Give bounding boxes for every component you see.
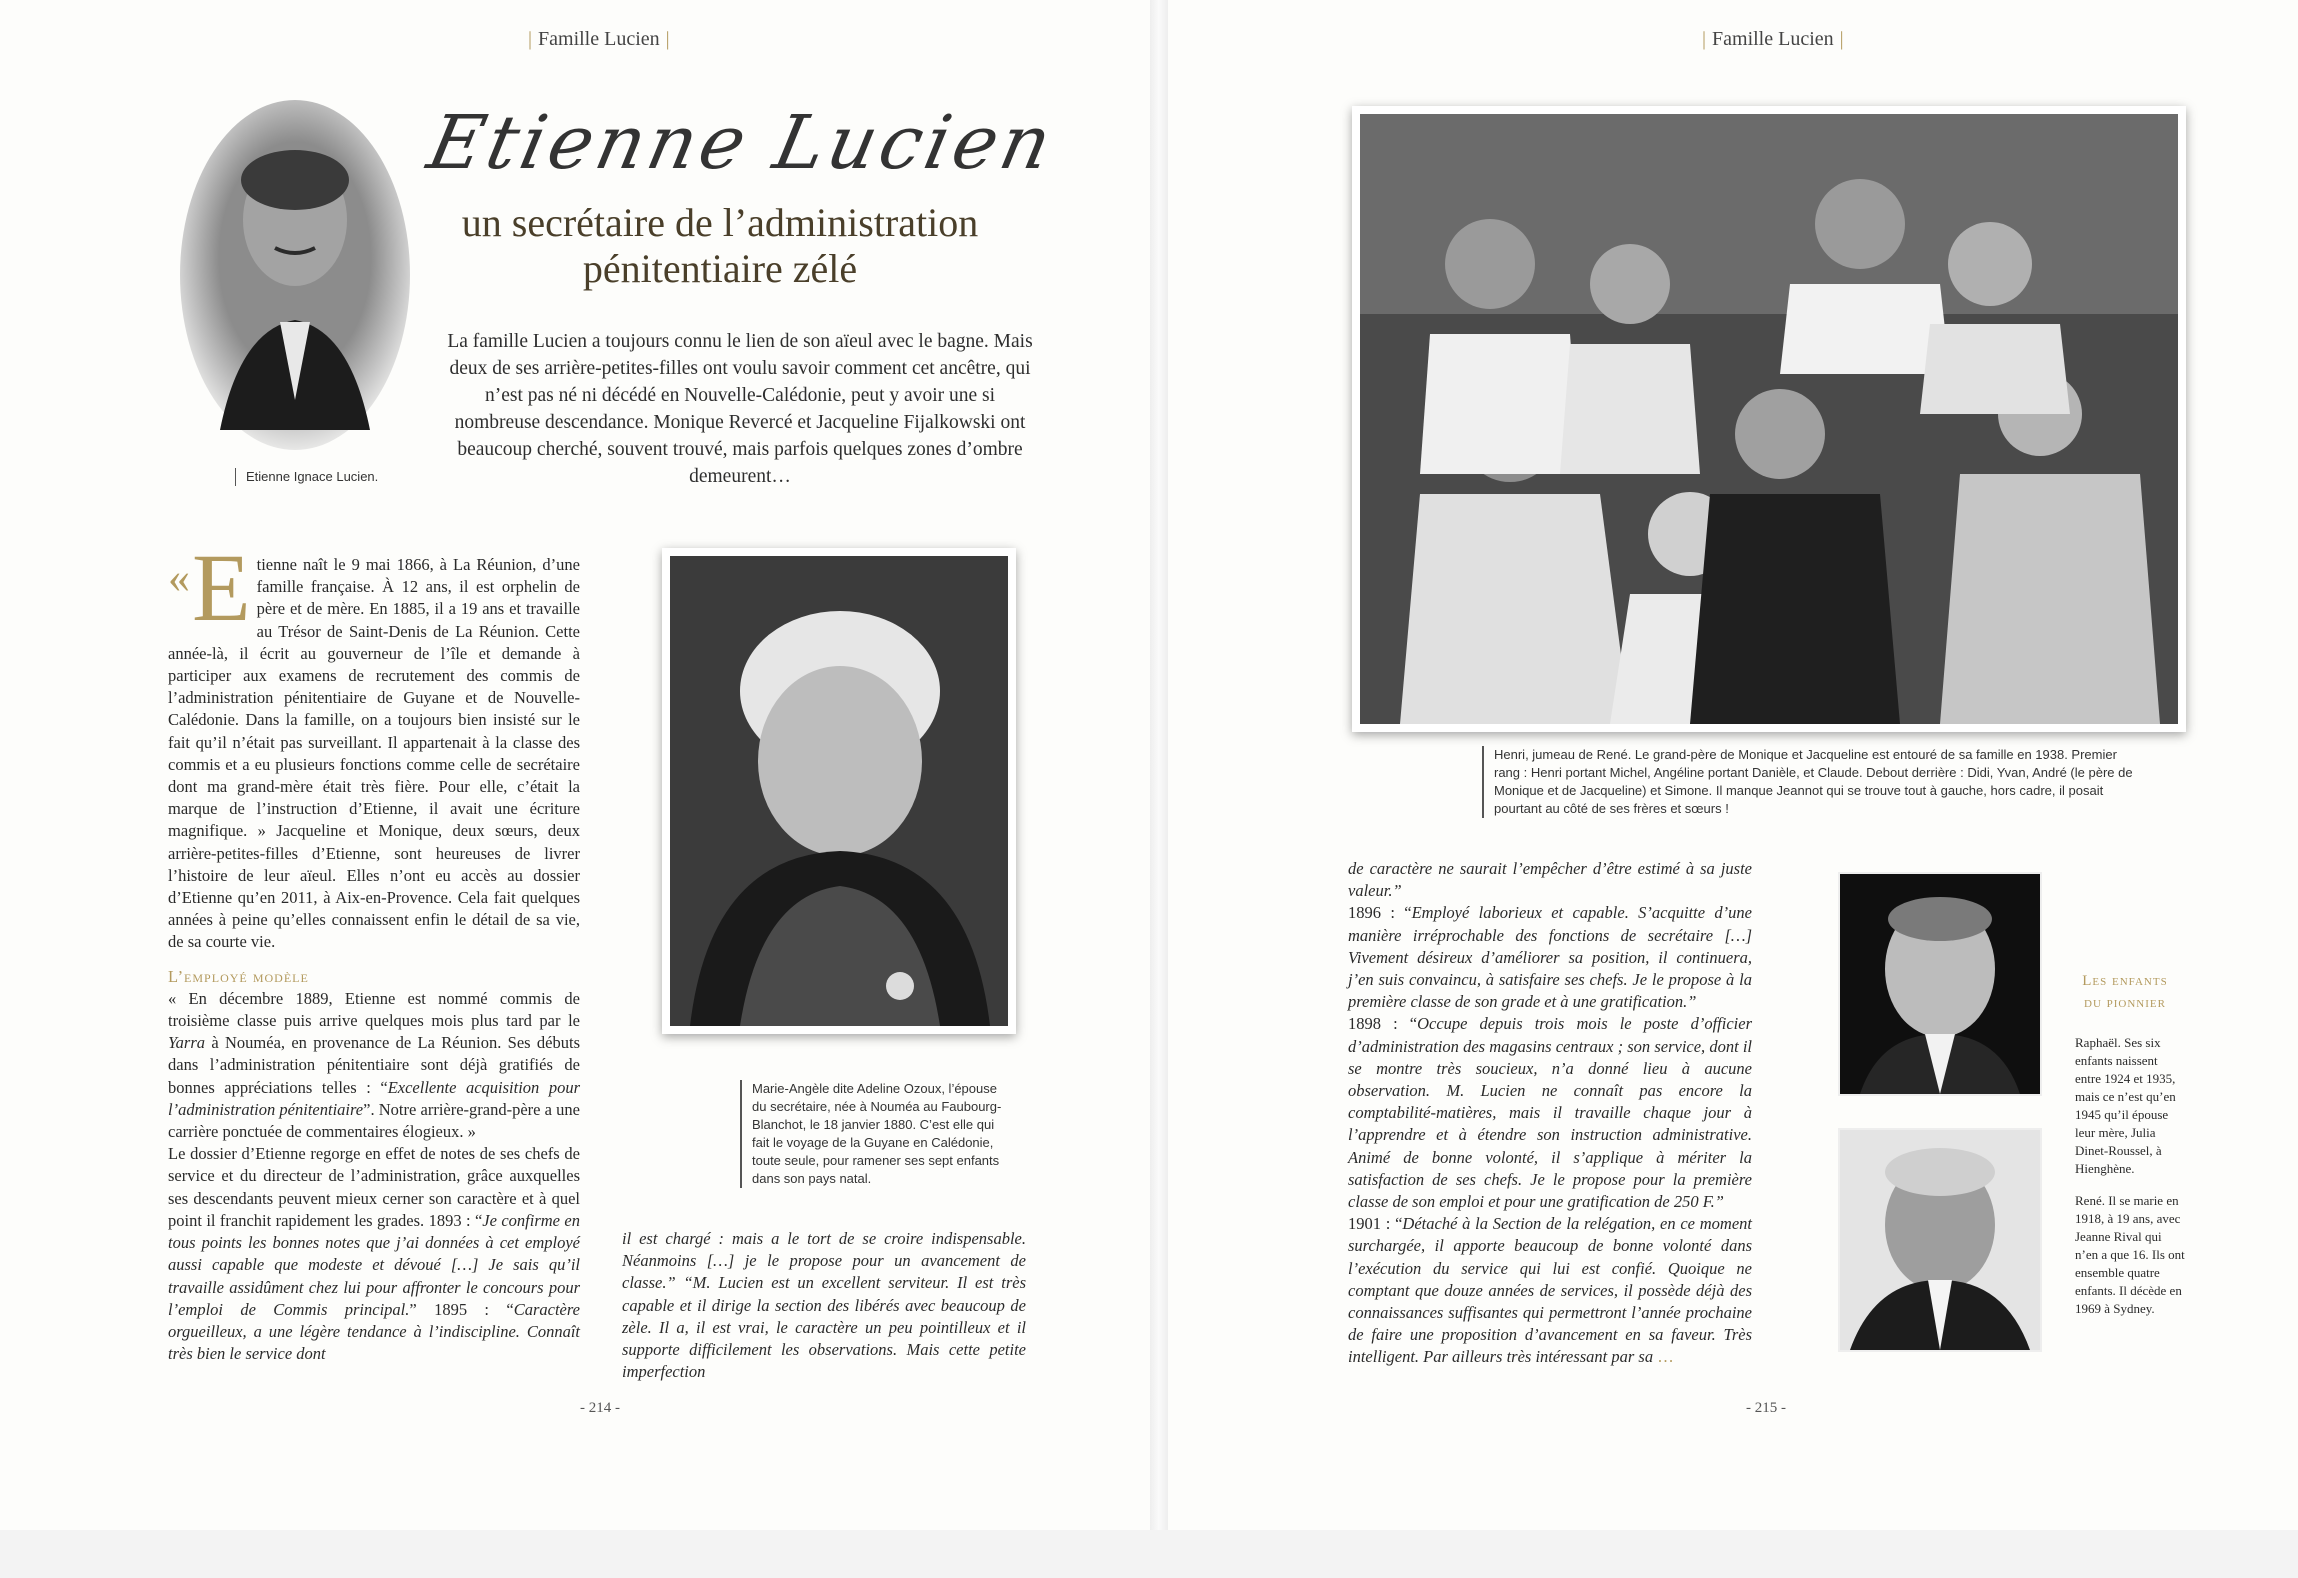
title-line-1: un secrétaire de l’administration bbox=[461, 200, 979, 245]
raphael-photo bbox=[1838, 872, 2042, 1096]
column-3: de caractère ne saurait l’empêcher d’être estimé à sa juste valeur.” 1896 : “Employé laborieux et capable. S’acquitte d’une manière irréprochable des fonctions de secrétaire […] Vivement désireux d’améliorer sa position, il continuera, j’en suis convaincu, à satisfaire ses chefs. Je le propose à la première classe de son grade et à une gratification.” 1898 : “Occupe depuis trois mois le poste d’officier d’administration des magasins centraux ; son service, dont il se montre très soucieux, n’a donné lieu à aucune observation. M. Lucien ne connaît pas encore la comptabilité-matières, mais il travaille chaque jour à l’apprendre et à étendre son instruction administrative. Animé de bonne volonté, il s’applique à mériter la satisfaction de ses chefs. Je le propose pour la première classe de son emploi et pour une gratification de 250 F.” 1901 : “Détaché à la Section de la relégation, en ce moment surchargée, il apporte beaucoup de bonne volonté dans l’exécution du service qui lui est confié. Quoique ne comptant que douze années de services, il possède déjà des connaissances suffisantes qui permettront l’année prochaine de faire une proposition d’avancement en sa faveur. Très intelligent. Par ailleurs très intéressant par sa … bbox=[1348, 859, 1752, 1367]
wife-caption: Marie-Angèle dite Adeline Ozoux, l’épouse du secrétaire, née à Nouméa au Faubourg-Blanchot, le 18 janvier 1880. C’est elle qui fait le voyage de la Guyane en Calédonie, toute seule, pour ramener ses sept enfants dans son pays natal. bbox=[740, 1080, 1007, 1188]
sidebar-raphael-text: Raphaël. Ses six enfants naissent entre 1924 et 1935, mais ce n’est qu’en 1945 qu’il épouse leur mère, Julia Dinet-Roussel, à Hienghène. bbox=[2075, 1035, 2176, 1176]
title-line-2: pénitentiaire zélé bbox=[582, 246, 858, 291]
opening-paragraph: « E tienne naît le 9 mai 1866, à La Réunion, d’une famille française. À 12 ans, il est orphelin de père et de mère. En 1885, il a 19 ans et travaille au Trésor de Saint-Denis de La Réunion. Cette année-là, il écrit au gouverneur de l’île et demande à participer aux examens de recrutement des commis de l’administration pénitentiaire de Guyane et de Nouvelle-Calédonie. Dans la famille, on a toujours bien insisté sur le fait qu’il n’était pas surveillant. Il appartenait à la classe des commis et a eu plusieurs fonctions comme celle de secrétaire dont ma grand-mère était très fière. Pour elle, c’était la marque de l’instruction d’Etienne, il avait une écriture magnifique. » Jacqueline et Monique, deux sœurs, deux arrière-petites-filles d’Etienne, sont heureuses de livrer l’histoire de leur aïeul. Elles n’ont eu accès au dossier d’Etienne qu’en 2011, à Aix-en-Provence. Cela fait quelques années à peine qu’elles connaissent enfin le détail de sa vie, de sa courte vie. bbox=[168, 534, 580, 952]
section-heading: L’employé modèle bbox=[168, 966, 309, 986]
column-2: il est chargé : mais a le tort de se croire indispensable. Néanmoins […] je le propose pour un avancement de classe.” “M. Lucien est un excellent serviteur. Il est très capable et il dirige la section des libérés avec beaucoup de zèle. Il a, il est vrai, le caractère un peu pointilleux et il supporte difficilement les observations. Mais cette petite imperfection bbox=[622, 1229, 1026, 1382]
family-caption: Henri, jumeau de René. Le grand-père de Monique et Jacqueline est entouré de sa famille en 1938. Premier rang : Henri portant Michel, Angéline portant Danièle, et Claude. Debout derrière : Didi, Yvan, André (le père de Monique et de Jacqueline) et Simone. Il manque Jeannot qui se trouve tout à gauche, hors cadre, il posait pourtant au côté de ses frères et sœurs ! bbox=[1482, 746, 2134, 818]
page-title bbox=[420, 200, 1020, 292]
wife-photo bbox=[662, 548, 1016, 1034]
running-head-right: | Famille Lucien | bbox=[1702, 28, 1844, 50]
portrait-caption: Etienne Ignace Lucien. bbox=[235, 468, 378, 486]
sidebar-heading: Les enfants du pionnier bbox=[2082, 973, 2168, 1011]
paragraph-2: « En décembre 1889, Etienne est nommé commis de troisième classe puis arrive quelques mois plus tard par le Yarra à Nouméa, en provenance de La Réunion. Ses débuts dans l’administration pénitentiaire sont déjà gratifiés de bonnes appréciations telles : “Excellente acquisition pour l’administration pénitentiaire”. Notre arrière-grand-père a une carrière ponctuée de commentaires élogieux. » bbox=[168, 988, 581, 1142]
rene-photo bbox=[1838, 1128, 2042, 1352]
portrait-photo bbox=[180, 100, 410, 450]
column-1 bbox=[168, 534, 581, 1365]
scan-margin bbox=[0, 1530, 2298, 1578]
running-head-left: | Famille Lucien | bbox=[528, 28, 670, 50]
family-photo bbox=[1352, 106, 2186, 732]
intro-paragraph: La famille Lucien a toujours connu le lien de son aïeul avec le bagne. Mais deux de ses arrière-petites-filles ont voulu savoir comment cet ancêtre, qui n’est pas né ni décédé en Nouvelle-Calédonie, peut y avoir une si nombreuse descendance. Monique Revercé et Jacqueline Fijalkowski ont beaucoup cherché, souvent trouvé, mais parfois quelques zones d’ombre demeurent… bbox=[447, 331, 1033, 487]
dropcap: « E bbox=[168, 534, 251, 641]
page-number-left: - 214 - bbox=[580, 1400, 620, 1416]
page-number-right: - 215 - bbox=[1746, 1400, 1786, 1416]
script-name-title: Etienne Lucien bbox=[420, 100, 1063, 186]
page-gutter bbox=[1150, 0, 1168, 1578]
paragraph-3: Le dossier d’Etienne regorge en effet de notes de ses chefs de service et du directeur de l’administration, grâce auxquelles ses descendants peuvent mieux cerner son caractère et à quel point il franchit rapidement les grades. 1893 : “Je confirme en tous points les bonnes notes que j’ai données à cet employé aussi capable que modeste et dévoué […] Je sais qu’il travaille assidûment chez lui pour affronter le concours pour l’emploi de Commis principal.” 1895 : “Caractère orgueilleux, a une légère tendance à l’indiscipline. Connaît très bien le service dont bbox=[168, 1144, 580, 1364]
sidebar-rene-text: René. Il se marie en 1918, à 19 ans, avec Jeanne Rival qui n’en a que 16. Ils ont ensemble quatre enfants. Il décède en 1969 à Sydney. bbox=[2075, 1193, 2185, 1316]
